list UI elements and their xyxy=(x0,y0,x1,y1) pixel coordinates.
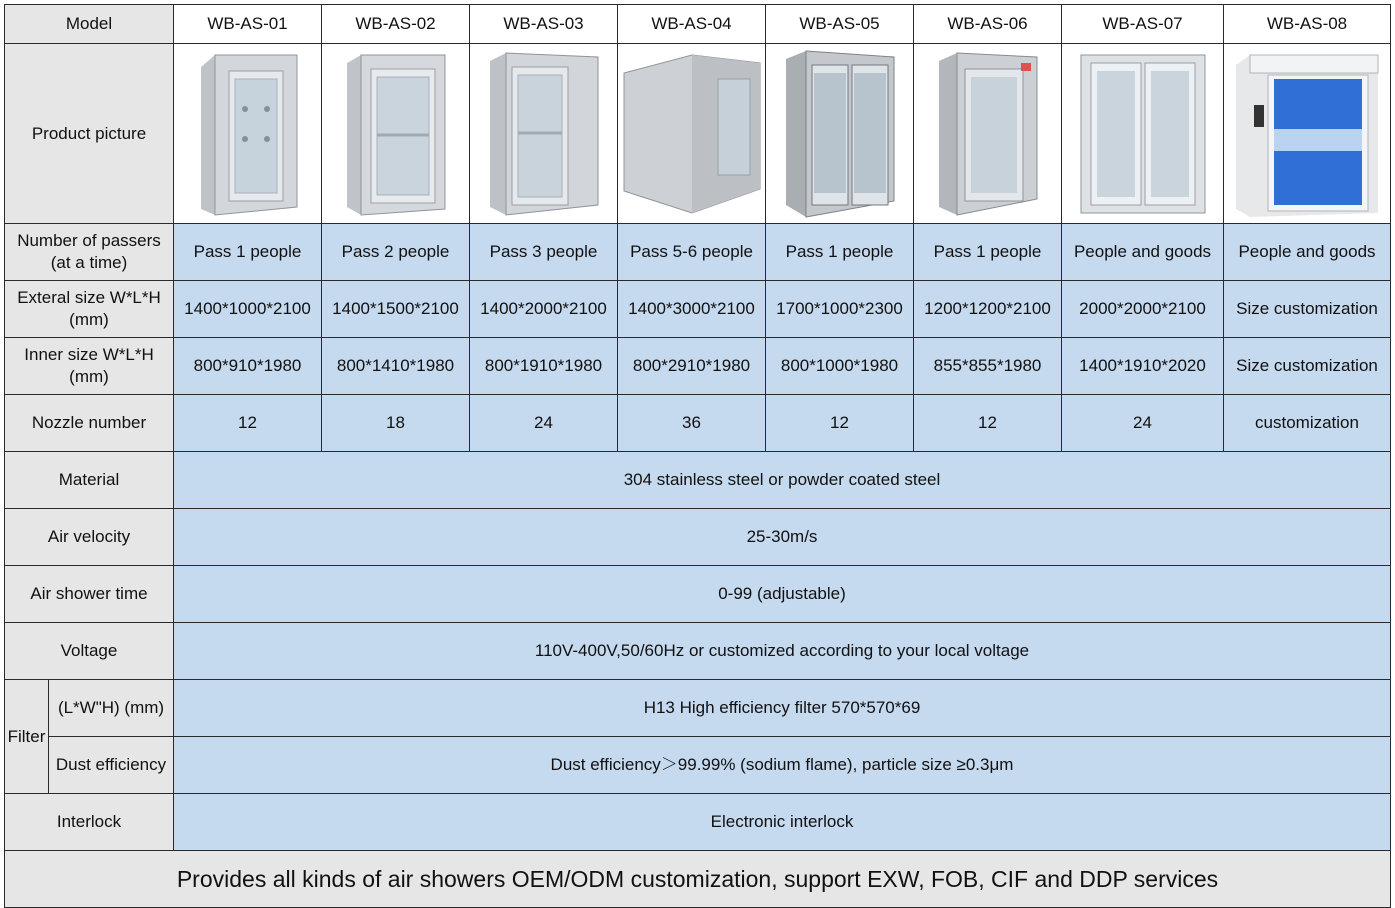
passers-value: People and goods xyxy=(1062,224,1224,281)
model-name: WB-AS-02 xyxy=(322,5,470,44)
external-size-value: 1400*1500*2100 xyxy=(322,281,470,338)
interlock-value: Electronic interlock xyxy=(174,794,1391,851)
air-shower-wb-as-02-image xyxy=(341,49,451,219)
velocity-value: 25-30m/s xyxy=(174,509,1391,566)
air-shower-wb-as-06-image xyxy=(933,49,1043,219)
external-size-value: 1400*2000*2100 xyxy=(470,281,618,338)
nozzle-value: customization xyxy=(1224,395,1391,452)
air-shower-wb-as-07-image xyxy=(1073,49,1213,219)
picture-label: Product picture xyxy=(5,44,174,224)
external-size-value: 1700*1000*2300 xyxy=(766,281,914,338)
inner-size-value: 800*1910*1980 xyxy=(470,338,618,395)
nozzle-value: 18 xyxy=(322,395,470,452)
model-name: WB-AS-07 xyxy=(1062,5,1224,44)
inner-size-label: Inner size W*L*H (mm) xyxy=(5,338,174,395)
air-shower-wb-as-08-image xyxy=(1232,49,1382,219)
inner-size-value: 855*855*1980 xyxy=(914,338,1062,395)
shower-time-row xyxy=(5,566,1391,623)
shower-time-label: Air shower time xyxy=(5,566,174,623)
interlock-label: Interlock xyxy=(5,794,174,851)
dust-value: Dust efficiency＞99.99% (sodium flame), particle size ≥0.3μm xyxy=(174,737,1391,794)
nozzle-value: 12 xyxy=(174,395,322,452)
nozzle-value: 36 xyxy=(618,395,766,452)
nozzle-row xyxy=(5,395,1391,452)
material-value: 304 stainless steel or powder coated steel xyxy=(174,452,1391,509)
passers-value: Pass 2 people xyxy=(322,224,470,281)
nozzle-label: Nozzle number xyxy=(5,395,174,452)
filter-label: Filter xyxy=(5,680,49,794)
model-name: WB-AS-08 xyxy=(1224,5,1391,44)
model-name: WB-AS-06 xyxy=(914,5,1062,44)
inner-size-row xyxy=(5,338,1391,395)
model-label: Model xyxy=(5,5,174,44)
product-picture-cell xyxy=(174,44,322,224)
external-size-value: 2000*2000*2100 xyxy=(1062,281,1224,338)
product-picture-cell xyxy=(618,44,766,224)
passers-label: Number of passers (at a time) xyxy=(5,224,174,281)
nozzle-value: 12 xyxy=(914,395,1062,452)
external-size-value: Size customization xyxy=(1224,281,1391,338)
model-row xyxy=(5,5,1391,44)
external-size-row xyxy=(5,281,1391,338)
passers-value: Pass 3 people xyxy=(470,224,618,281)
passers-value: Pass 5-6 people xyxy=(618,224,766,281)
velocity-label: Air velocity xyxy=(5,509,174,566)
inner-size-value: 800*1410*1980 xyxy=(322,338,470,395)
picture-row xyxy=(5,44,1391,224)
dust-label: Dust efficiency xyxy=(49,737,174,794)
filter-size-row xyxy=(5,680,1391,737)
spec-table xyxy=(4,4,1391,908)
air-shower-wb-as-03-image xyxy=(486,49,602,219)
product-picture-cell xyxy=(766,44,914,224)
external-size-label: Exteral size W*L*H (mm) xyxy=(5,281,174,338)
passers-value: Pass 1 people xyxy=(174,224,322,281)
inner-size-value: 1400*1910*2020 xyxy=(1062,338,1224,395)
nozzle-value: 24 xyxy=(1062,395,1224,452)
external-size-value: 1200*1200*2100 xyxy=(914,281,1062,338)
product-picture-cell xyxy=(470,44,618,224)
model-name: WB-AS-04 xyxy=(618,5,766,44)
air-shower-wb-as-05-image xyxy=(782,49,898,219)
product-picture-cell xyxy=(914,44,1062,224)
dust-row xyxy=(5,737,1391,794)
model-name: WB-AS-01 xyxy=(174,5,322,44)
model-name: WB-AS-05 xyxy=(766,5,914,44)
inner-size-value: 800*1000*1980 xyxy=(766,338,914,395)
product-picture-cell xyxy=(1224,44,1391,224)
voltage-label: Voltage xyxy=(5,623,174,680)
filter-size-value: H13 High efficiency filter 570*570*69 xyxy=(174,680,1391,737)
shower-time-value: 0-99 (adjustable) xyxy=(174,566,1391,623)
voltage-value: 110V-400V,50/60Hz or customized according to your local voltage xyxy=(174,623,1391,680)
passers-value: Pass 1 people xyxy=(914,224,1062,281)
material-row xyxy=(5,452,1391,509)
passers-value: Pass 1 people xyxy=(766,224,914,281)
model-name: WB-AS-03 xyxy=(470,5,618,44)
voltage-row xyxy=(5,623,1391,680)
filter-size-label: (L*W"H) (mm) xyxy=(49,680,174,737)
product-picture-cell xyxy=(322,44,470,224)
air-shower-wb-as-04-image xyxy=(622,49,762,219)
footer-row xyxy=(5,851,1391,908)
air-shower-wb-as-01-image xyxy=(193,49,303,219)
inner-size-value: 800*2910*1980 xyxy=(618,338,766,395)
footer-note: Provides all kinds of air showers OEM/ODM customization, support EXW, FOB, CIF and DDP services xyxy=(5,851,1391,908)
interlock-row xyxy=(5,794,1391,851)
velocity-row xyxy=(5,509,1391,566)
inner-size-value: 800*910*1980 xyxy=(174,338,322,395)
passers-value: People and goods xyxy=(1224,224,1391,281)
passers-row xyxy=(5,224,1391,281)
inner-size-value: Size customization xyxy=(1224,338,1391,395)
product-picture-cell xyxy=(1062,44,1224,224)
external-size-value: 1400*3000*2100 xyxy=(618,281,766,338)
external-size-value: 1400*1000*2100 xyxy=(174,281,322,338)
nozzle-value: 24 xyxy=(470,395,618,452)
material-label: Material xyxy=(5,452,174,509)
nozzle-value: 12 xyxy=(766,395,914,452)
